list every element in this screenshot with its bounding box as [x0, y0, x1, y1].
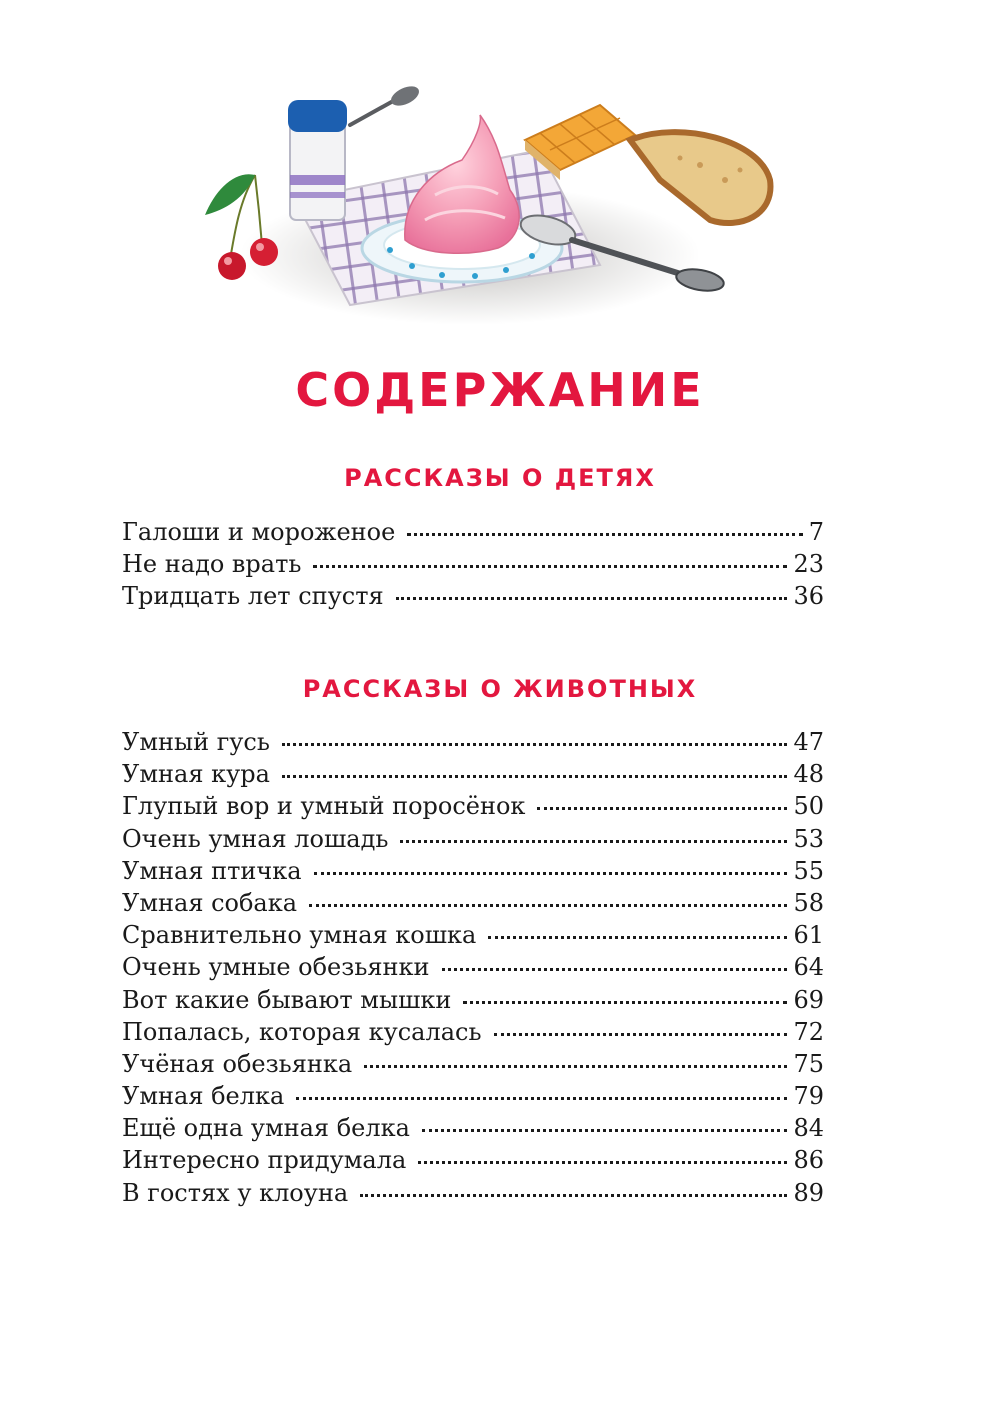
- page-number: 50: [793, 792, 824, 821]
- toc-entry[interactable]: [122, 760, 824, 792]
- dessert-illustration: [180, 80, 780, 350]
- entry-title: Вот какие бывают мышки: [122, 985, 452, 1014]
- page-number: 79: [793, 1082, 824, 1111]
- toc-list-children: [122, 518, 824, 615]
- toc-entry[interactable]: [122, 857, 824, 889]
- dot-leader: [537, 807, 787, 810]
- entry-title: Учёная обезьянка: [122, 1049, 353, 1078]
- entry-title: Тридцать лет спустя: [122, 582, 384, 611]
- page-number: 47: [793, 728, 824, 756]
- dot-leader: [407, 533, 802, 536]
- dot-leader: [463, 1001, 787, 1004]
- entry-title: Очень умные обезьянки: [122, 953, 430, 982]
- toc-entry[interactable]: [122, 986, 824, 1018]
- entry-title: Умная кура: [122, 760, 270, 789]
- toc-entry[interactable]: [122, 550, 824, 582]
- page-number: 53: [793, 824, 824, 853]
- salt-shaker: [288, 100, 347, 220]
- page-number: 7: [808, 518, 824, 546]
- entry-title: Умная собака: [122, 888, 298, 917]
- page-number: 84: [793, 1114, 824, 1143]
- entry-title: Галоши и мороженое: [122, 518, 396, 546]
- toc-entry[interactable]: [122, 1146, 824, 1178]
- entry-title: Умная птичка: [122, 856, 302, 885]
- toc-entry[interactable]: [122, 1082, 824, 1114]
- dot-leader: [282, 775, 788, 778]
- toc-entry[interactable]: [122, 825, 824, 857]
- entry-title: Не надо врать: [122, 550, 302, 579]
- page-number: 36: [793, 582, 824, 611]
- section-heading-children: РАССКАЗЫ О ДЕТЯХ: [344, 464, 656, 492]
- page-number: 89: [793, 1178, 824, 1207]
- toc-entry[interactable]: [122, 1018, 824, 1050]
- dot-leader: [360, 1194, 787, 1197]
- dot-leader: [400, 840, 787, 843]
- dot-leader: [418, 1161, 787, 1164]
- toc-entry[interactable]: [122, 518, 824, 550]
- toc-entry[interactable]: [122, 1179, 824, 1211]
- toc-entry[interactable]: [122, 953, 824, 985]
- page-number: 48: [793, 760, 824, 789]
- page-number: 23: [793, 550, 824, 579]
- toc-entry[interactable]: [122, 582, 824, 614]
- toc-entry[interactable]: [122, 921, 824, 953]
- page-number: 61: [793, 921, 824, 950]
- entry-title: Интересно придумала: [122, 1146, 407, 1175]
- bread-slice: [630, 132, 770, 223]
- dot-leader: [309, 904, 787, 907]
- entry-title: Глупый вор и умный поросёнок: [122, 792, 526, 821]
- page-number: 64: [793, 953, 824, 982]
- entry-title: Попалась, которая кусалась: [122, 1017, 482, 1046]
- page-number: 55: [793, 856, 824, 885]
- dot-leader: [494, 1033, 788, 1036]
- dot-leader: [422, 1129, 788, 1132]
- toc-entry[interactable]: [122, 889, 824, 921]
- entry-title: Очень умная лошадь: [122, 824, 389, 853]
- toc-entry[interactable]: [122, 1050, 824, 1082]
- dot-leader: [296, 1097, 787, 1100]
- toc-entry[interactable]: [122, 1114, 824, 1146]
- page-number: 69: [793, 985, 824, 1014]
- dot-leader: [364, 1065, 787, 1068]
- small-spoon: [350, 82, 422, 125]
- page-number: 86: [793, 1146, 824, 1175]
- toc-list-animals: [122, 728, 824, 1211]
- dot-leader: [282, 743, 788, 746]
- entry-title: В гостях у клоуна: [122, 1178, 349, 1207]
- dot-leader: [396, 597, 788, 600]
- dot-leader: [442, 968, 788, 971]
- entry-title: Умный гусь: [122, 728, 270, 756]
- toc-entry[interactable]: [122, 728, 824, 760]
- dot-leader: [314, 872, 788, 875]
- toc-title: СОДЕРЖАНИЕ: [295, 363, 705, 417]
- entry-title: Сравнительно умная кошка: [122, 921, 477, 950]
- page-number: 58: [793, 888, 824, 917]
- toc-entry[interactable]: [122, 792, 824, 824]
- section-heading-animals: РАССКАЗЫ О ЖИВОТНЫХ: [302, 675, 698, 703]
- page-number: 72: [793, 1017, 824, 1046]
- entry-title: Ещё одна умная белка: [122, 1114, 410, 1143]
- page-number: 75: [793, 1049, 824, 1078]
- entry-title: Умная белка: [122, 1082, 285, 1111]
- dot-leader: [313, 565, 787, 568]
- dot-leader: [488, 936, 787, 939]
